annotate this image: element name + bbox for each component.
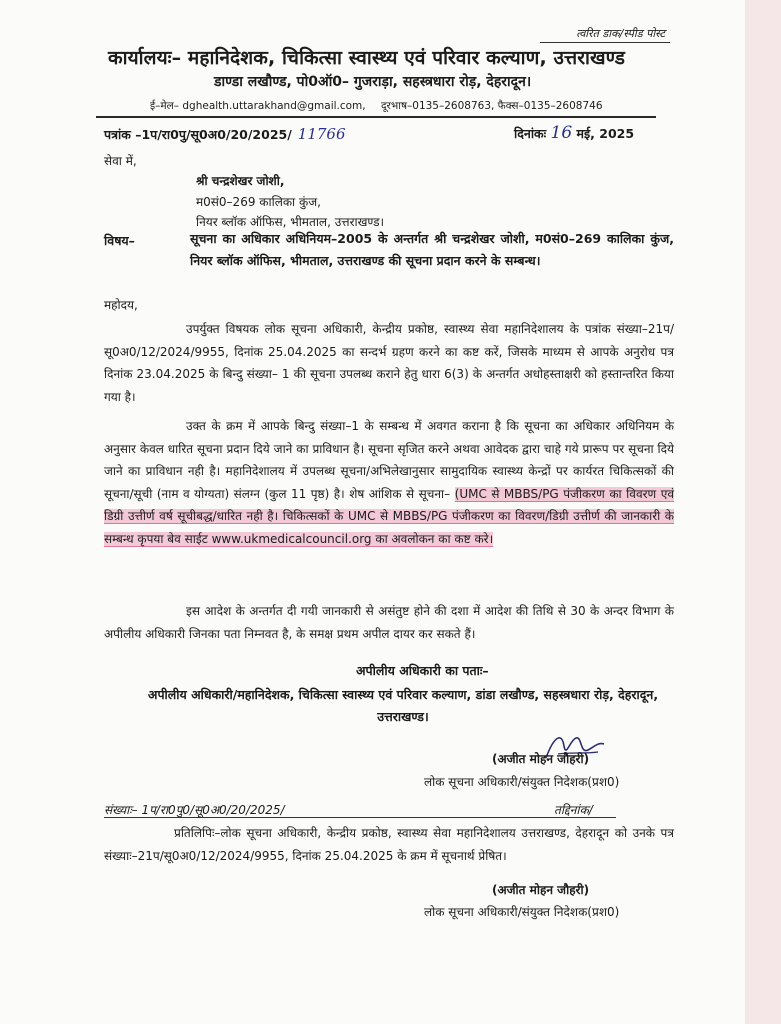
paragraph-2-text: उक्त के क्रम में आपके बिन्दु संख्या–1 के सम्बन्ध में अवगत कराना है कि सूचना का अधिकार अधिनियम के अनुसार केवल धारित सूचना प्रदान दिये जाने का प्राविधान है। सूचना सृजित करने अथवा आवेदक द्वारा चाहे गये प्रारूप पर सूचना दिये जाने का प्राविधान नही है। महानिदेशालय में उपलब्ध सूचना/अभिलेखानुसार सामुदायिक स्वास्थ्य केन्द्रों पर कार्यरत चिकित्सकों की सूचना/सूची (नाम व योग्यता) संलग्न (कुल 11 पृष्ठ) है। शेष आंशिक से सूचना– — [104, 419, 674, 501]
greeting: महोदय, — [104, 298, 138, 312]
date-label: दिनांकः — [514, 126, 547, 141]
phone-fax-line: दूरभाष–0135–2608763, फैक्स–0135–2608746 — [380, 100, 603, 112]
handwritten-date: 16 — [550, 123, 573, 143]
header-divider — [96, 116, 656, 118]
letter-number-label: पत्रांक –1प/रा0पु/सू0अ0/20/2025/ — [104, 127, 292, 142]
copy-number-line — [104, 801, 648, 818]
subject-text: सूचना का अधिकार अधिनियम–2005 के अन्तर्गत श्री चन्द्रशेखर जोशी, म0सं0–269 कालिका कुंज, नियर ब्लॉक ऑफिस, भीमताल, उत्तराखण्ड की सूचना प्रदान करने के सम्बन्ध। — [190, 231, 674, 268]
subject-label: विषय– — [104, 233, 135, 248]
email-line: ई–मेल– dghealth.uttarakhand@gmail.com, — [150, 100, 366, 112]
recipient-address-2: नियर ब्लॉक ऑफिस, भीमताल, उत्तराखण्ड। — [196, 215, 385, 229]
letter-date — [514, 123, 634, 143]
recipient-name: श्री चन्द्रशेखर जोशी, — [196, 174, 285, 188]
signatory-2-name: (अजीत मोहन जौहरी) — [492, 883, 590, 897]
copy-number: संख्याः– 1प/रा0पु0/सू0अ0/20/2025/ — [104, 803, 285, 817]
recipient-address-1: म0सं0–269 कालिका कुंज, — [196, 195, 321, 209]
office-address: डाण्डा लखौण्ड, पो0ऑ0– गुजराड़ा, सहस्त्रधारा रोड़, देहरादून। — [214, 74, 532, 90]
same-date: तद्दिनांक/ — [554, 803, 593, 817]
signatory-1-name: (अजीत मोहन जौहरी) — [492, 752, 590, 766]
appellate-address: अपीलीय अधिकारी/महानिदेशक, चिकित्सा स्वास्थ्य एवं परिवार कल्याण, डांडा लखौण्ड, सहस्त्रधारा रोड़, देहरादून, उत्तराखण्ड। — [147, 687, 659, 724]
handwritten-number: 11766 — [297, 125, 346, 143]
appellate-title: अपीलीय अधिकारी का पताः– — [356, 663, 489, 678]
copy-number-underline — [104, 817, 616, 818]
salutation-to: सेवा में, — [104, 154, 137, 168]
office-title: कार्यालयः– महानिदेशक, चिकित्सा स्वास्थ्य एवं परिवार कल्याण, उत्तराखण्ड — [108, 47, 626, 69]
delivery-tag-underline — [540, 42, 670, 43]
date-rest: मई, 2025 — [576, 126, 635, 141]
paragraph-2 — [104, 415, 674, 550]
background-strip — [745, 0, 781, 1024]
letter-number — [104, 125, 346, 143]
paragraph-3: इस आदेश के अन्तर्गत दी गयी जानकारी से असंतुष्ट होने की दशा में आदेश की तिथि से 30 के अन्दर विभाग के अपीलीय अधिकारी जिनका पता निम्नवत है, के समक्ष प्रथम अपील दायर कर सकते हैं। — [104, 604, 674, 641]
office-contact — [150, 99, 603, 113]
highlighted-passage: (UMC से MBBS/PG पंजीकरण का विवरण एवं डिग्री उत्तीर्ण वर्ष सूचीबद्ध/धारित नही है। चिकित्सकों के UMC से MBBS/PG पंजीकरण का विवरण/डिग्री उत्तीर्ण की जानकारी के सम्बन्ध कृपया बेव साईट www.ukmedicalcouncil.org का अवलोकन का कष्ट करे। — [104, 486, 674, 546]
signatory-2-designation: लोक सूचना अधिकारी/संयुक्त निदेशक(प्रश0) — [424, 905, 620, 919]
delivery-tag: त्वरित डाक/स्पीड पोस्ट — [576, 27, 665, 40]
copy-text: प्रतिलिपिः–लोक सूचना अधिकारी, केन्द्रीय प्रकोष्ठ, स्वास्थ्य सेवा महानिदेशालय उत्तराखण्ड, देहरादून को उनके पत्र संख्याः–21प/सू0अ0/12/2024/9955, दिनांक 25.04.2025 के क्रम में सूचनार्थ प्रेषित। — [104, 826, 674, 863]
paragraph-1: उपर्युक्त विषयक लोक सूचना अधिकारी, केन्द्रीय प्रकोष्ठ, स्वास्थ्य सेवा महानिदेशालय के पत्रांक संख्या–21प/सू0अ0/12/2024/9955, दिनांक 25.04.2025 का सन्दर्भ ग्रहण करने का कष्ट करें, जिसके माध्यम से आपके अनुरोध पत्र दिनांक 23.04.2025 के बिन्दु संख्या– 1 की सूचना उपलब्ध कराने हेतु धारा 6(3) के अन्तर्गत अधोहस्ताक्षरी को हस्तान्तरित किया गया है। — [104, 322, 674, 404]
signatory-1-designation: लोक सूचना अधिकारी/संयुक्त निदेशक(प्रश0) — [424, 775, 620, 789]
